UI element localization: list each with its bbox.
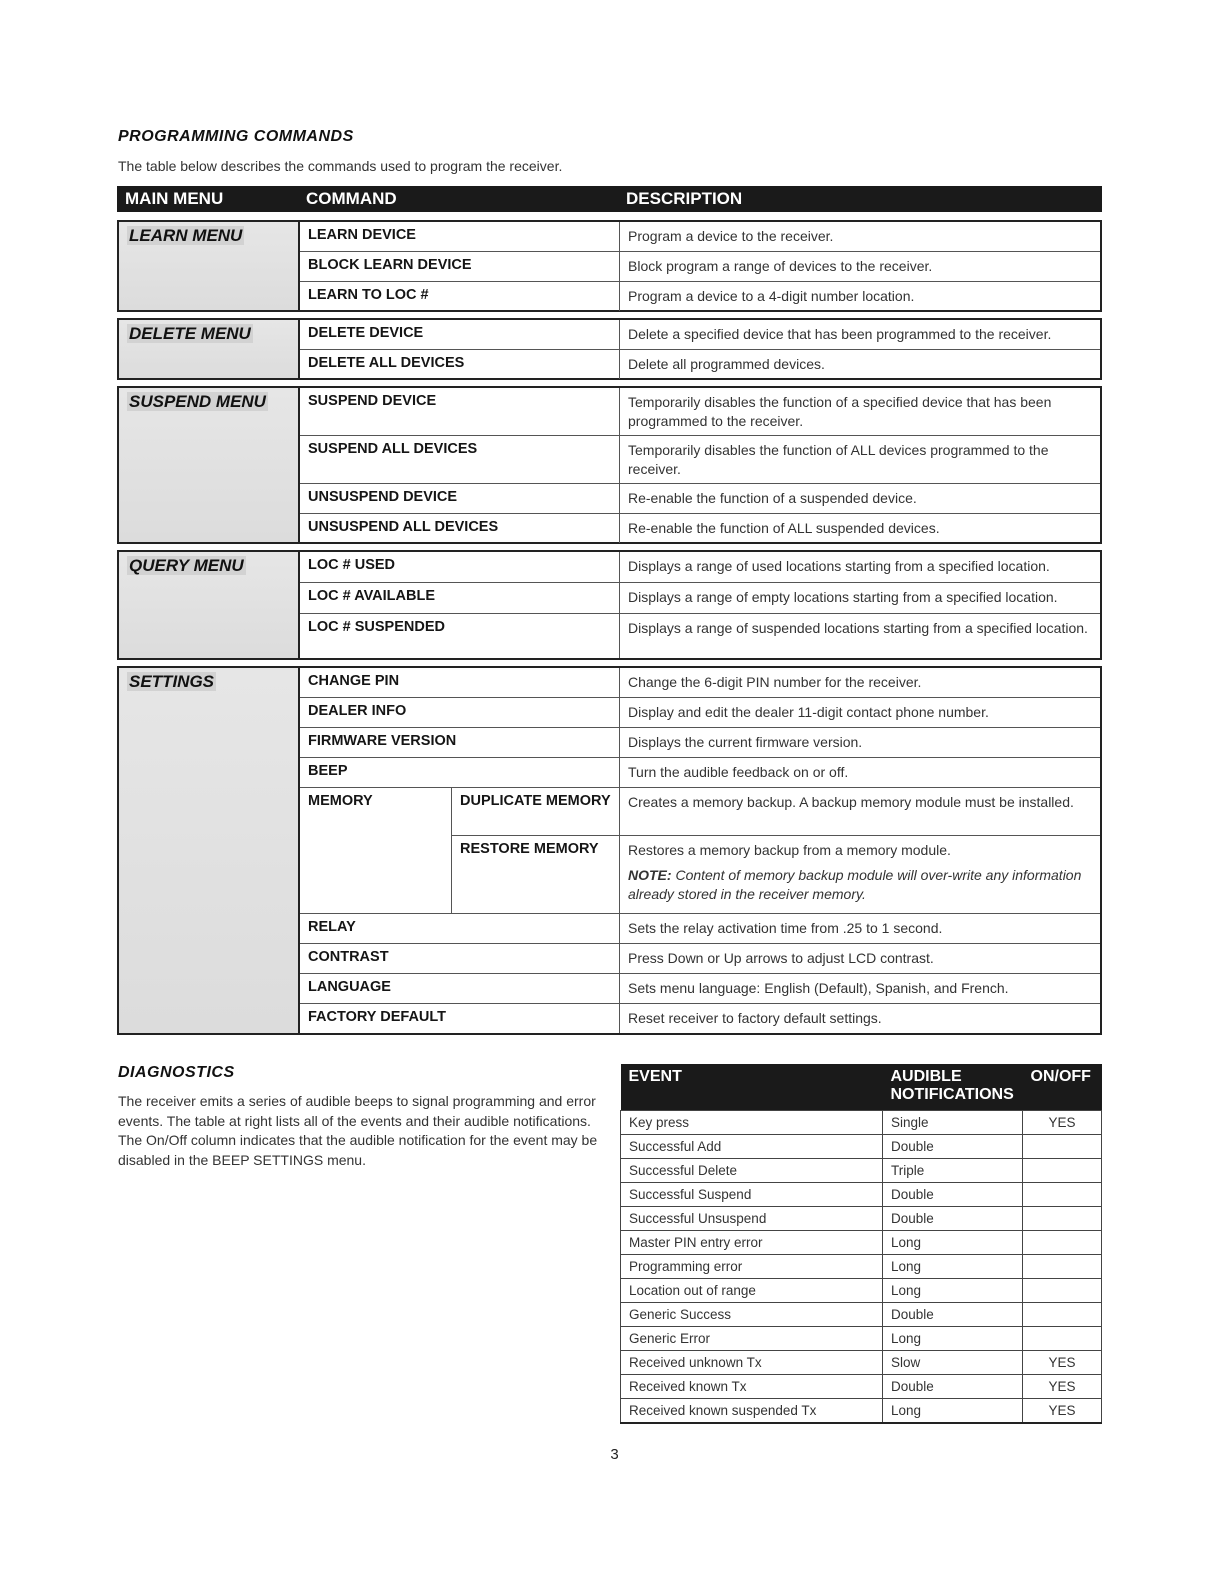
section-learn-menu xyxy=(117,220,1102,312)
table-row xyxy=(621,1327,1102,1351)
note-body: Content of memory backup module will over-write any information already stored in the receiver memory. xyxy=(628,867,1082,902)
commands-table-header xyxy=(117,186,1102,212)
description-cell: Sets menu language: English (Default), Spanish, and French. xyxy=(628,980,1009,996)
notification-cell: Triple xyxy=(883,1159,1023,1183)
event-cell: Location out of range xyxy=(621,1279,883,1303)
event-cell: Received known Tx xyxy=(621,1375,883,1399)
command-cell: DEALER INFO xyxy=(300,698,620,727)
onoff-cell: YES xyxy=(1023,1111,1102,1135)
event-cell: Successful Unsuspend xyxy=(621,1207,883,1231)
table-row xyxy=(621,1303,1102,1327)
table-row xyxy=(300,320,1100,350)
event-cell: Successful Suspend xyxy=(621,1183,883,1207)
onoff-cell xyxy=(1023,1135,1102,1159)
command-cell: CHANGE PIN xyxy=(300,668,620,697)
menu-label: SETTINGS xyxy=(129,672,215,691)
menu-cell xyxy=(119,320,300,378)
table-row xyxy=(300,484,1100,514)
note-text xyxy=(628,866,1092,904)
onoff-cell xyxy=(1023,1279,1102,1303)
command-cell: BEEP xyxy=(300,758,620,787)
page-number: 3 xyxy=(610,1446,619,1463)
description-cell: Temporarily disables the function of a specified device that has been programmed to the receiver. xyxy=(628,394,1052,429)
command-cell: LEARN TO LOC # xyxy=(300,282,620,311)
table-row xyxy=(300,583,1100,613)
description-text: Restores a memory backup from a memory module. xyxy=(628,842,951,858)
description-cell: Re-enable the function of ALL suspended devices. xyxy=(628,520,940,536)
notification-cell: Slow xyxy=(883,1351,1023,1375)
memory-group xyxy=(300,788,1100,914)
col-onoff: ON/OFF xyxy=(1023,1064,1102,1111)
section-suspend-menu xyxy=(117,386,1102,544)
description-cell: Displays the current firmware version. xyxy=(628,734,863,750)
description-cell: Reset receiver to factory default settings. xyxy=(628,1010,882,1026)
section-query-menu xyxy=(117,550,1102,660)
command-cell: RELAY xyxy=(300,914,620,943)
table-row xyxy=(300,350,1100,379)
section-delete-menu xyxy=(117,318,1102,380)
event-cell: Key press xyxy=(621,1111,883,1135)
notification-cell: Double xyxy=(883,1183,1023,1207)
table-row xyxy=(300,514,1100,543)
table-row xyxy=(300,436,1100,484)
table-row xyxy=(300,388,1100,436)
table-row xyxy=(621,1375,1102,1399)
diagnostics-heading: DIAGNOSTICS xyxy=(118,1064,235,1081)
onoff-cell xyxy=(1023,1303,1102,1327)
menu-label: SUSPEND MENU xyxy=(129,392,266,411)
description-cell: Temporarily disables the function of ALL devices programmed to the receiver. xyxy=(628,442,1049,477)
description-cell: Turn the audible feedback on or off. xyxy=(628,764,849,780)
command-cell: DELETE ALL DEVICES xyxy=(300,350,620,379)
description-cell: Re-enable the function of a suspended device. xyxy=(628,490,917,506)
onoff-cell xyxy=(1023,1159,1102,1183)
event-cell: Generic Success xyxy=(621,1303,883,1327)
table-row xyxy=(621,1207,1102,1231)
onoff-cell: YES xyxy=(1023,1351,1102,1375)
command-cell: CONTRAST xyxy=(300,944,620,973)
command-cell: UNSUSPEND ALL DEVICES xyxy=(300,514,620,543)
table-row xyxy=(452,788,1100,836)
description-cell: Block program a range of devices to the receiver. xyxy=(628,258,933,274)
notification-cell: Double xyxy=(883,1135,1023,1159)
table-row xyxy=(452,836,1100,913)
description-cell: Displays a range of used locations starting from a specified location. xyxy=(628,558,1050,574)
table-row xyxy=(300,614,1100,658)
menu-label: QUERY MENU xyxy=(129,556,244,575)
menu-label: DELETE MENU xyxy=(129,324,251,343)
description-cell: Program a device to a 4-digit number location. xyxy=(628,288,915,304)
description-cell: Delete all programmed devices. xyxy=(628,356,825,372)
description-cell: Delete a specified device that has been programmed to the receiver. xyxy=(628,326,1052,342)
table-row xyxy=(300,944,1100,974)
table-row xyxy=(621,1351,1102,1375)
description-cell: Displays a range of empty locations starting from a specified location. xyxy=(628,589,1058,606)
event-cell: Successful Delete xyxy=(621,1159,883,1183)
notification-cell: Long xyxy=(883,1327,1023,1351)
col-command: COMMAND xyxy=(298,186,618,212)
description-cell: Sets the relay activation time from .25 to 1 second. xyxy=(628,920,943,936)
menu-label: LEARN MENU xyxy=(129,226,243,245)
programming-heading: PROGRAMMING COMMANDS xyxy=(118,128,354,145)
table-row xyxy=(621,1399,1102,1424)
table-row xyxy=(300,282,1100,311)
description-cell: Change the 6-digit PIN number for the receiver. xyxy=(628,674,922,690)
section-settings xyxy=(117,666,1102,1035)
table-row xyxy=(300,974,1100,1004)
description-cell: Display and edit the dealer 11-digit contact phone number. xyxy=(628,704,989,720)
command-cell: LOC # SUSPENDED xyxy=(300,614,620,658)
memory-subrows xyxy=(452,788,1100,913)
command-cell: FACTORY DEFAULT xyxy=(300,1004,620,1033)
notification-cell: Long xyxy=(883,1279,1023,1303)
command-cell: UNSUSPEND DEVICE xyxy=(300,484,620,513)
event-cell: Received unknown Tx xyxy=(621,1351,883,1375)
onoff-cell xyxy=(1023,1327,1102,1351)
notification-cell: Long xyxy=(883,1255,1023,1279)
notification-cell: Double xyxy=(883,1207,1023,1231)
table-row xyxy=(300,552,1100,583)
description-cell: Press Down or Up arrows to adjust LCD contrast. xyxy=(628,950,934,966)
onoff-cell xyxy=(1023,1183,1102,1207)
command-cell: SUSPEND ALL DEVICES xyxy=(300,436,620,483)
notification-cell: Long xyxy=(883,1231,1023,1255)
subcommand-cell: DUPLICATE MEMORY xyxy=(452,788,620,835)
description-cell: Displays a range of suspended locations starting from a specified location. xyxy=(628,619,1088,636)
menu-cell xyxy=(119,552,300,658)
table-row xyxy=(621,1159,1102,1183)
menu-cell xyxy=(119,222,300,310)
event-cell: Programming error xyxy=(621,1255,883,1279)
command-cell: BLOCK LEARN DEVICE xyxy=(300,252,620,281)
table-row xyxy=(621,1135,1102,1159)
col-main-menu: MAIN MENU xyxy=(117,186,298,212)
menu-cell xyxy=(119,388,300,542)
command-cell: MEMORY xyxy=(300,788,452,913)
events-table xyxy=(620,1064,1102,1424)
onoff-cell: YES xyxy=(1023,1375,1102,1399)
description-cell: Creates a memory backup. A backup memory module must be installed. xyxy=(628,794,1074,810)
table-row xyxy=(300,252,1100,282)
table-row xyxy=(621,1255,1102,1279)
onoff-cell: YES xyxy=(1023,1399,1102,1424)
diagnostics-text: The receiver emits a series of audible beeps to signal programming and error events. The table at right lists all of the events and their audible notifications. The On/Off column indicates that the audible notification for the event may be disabled in the BEEP SETTINGS menu. xyxy=(118,1093,598,1168)
command-cell: LOC # USED xyxy=(300,552,620,582)
table-row xyxy=(300,1004,1100,1033)
table-row xyxy=(300,758,1100,788)
event-cell: Received known suspended Tx xyxy=(621,1399,883,1424)
programming-intro: The table below describes the commands used to program the receiver. xyxy=(118,158,563,174)
table-row xyxy=(621,1231,1102,1255)
notification-cell: Double xyxy=(883,1303,1023,1327)
table-row xyxy=(621,1279,1102,1303)
table-row xyxy=(621,1111,1102,1135)
col-audible-notifications: AUDIBLE NOTIFICATIONS xyxy=(883,1064,1023,1111)
subcommand-cell: RESTORE MEMORY xyxy=(452,836,620,913)
note-label: NOTE: xyxy=(628,867,672,883)
command-cell: DELETE DEVICE xyxy=(300,320,620,349)
command-cell: SUSPEND DEVICE xyxy=(300,388,620,435)
description-cell xyxy=(620,836,1100,913)
notification-cell: Long xyxy=(883,1399,1023,1424)
onoff-cell xyxy=(1023,1255,1102,1279)
table-row xyxy=(300,668,1100,698)
onoff-cell xyxy=(1023,1207,1102,1231)
command-cell: LEARN DEVICE xyxy=(300,222,620,251)
onoff-cell xyxy=(1023,1231,1102,1255)
table-row xyxy=(300,222,1100,252)
table-row xyxy=(621,1183,1102,1207)
col-description: DESCRIPTION xyxy=(618,186,1102,212)
command-cell: LANGUAGE xyxy=(300,974,620,1003)
table-row xyxy=(300,728,1100,758)
notification-cell: Single xyxy=(883,1111,1023,1135)
event-cell: Master PIN entry error xyxy=(621,1231,883,1255)
table-row xyxy=(300,914,1100,944)
menu-cell xyxy=(119,668,300,1033)
command-cell: LOC # AVAILABLE xyxy=(300,583,620,612)
event-cell: Generic Error xyxy=(621,1327,883,1351)
table-row xyxy=(300,698,1100,728)
command-cell: FIRMWARE VERSION xyxy=(300,728,620,757)
description-cell: Program a device to the receiver. xyxy=(628,228,834,244)
col-event: EVENT xyxy=(621,1064,883,1111)
notification-cell: Double xyxy=(883,1375,1023,1399)
event-cell: Successful Add xyxy=(621,1135,883,1159)
